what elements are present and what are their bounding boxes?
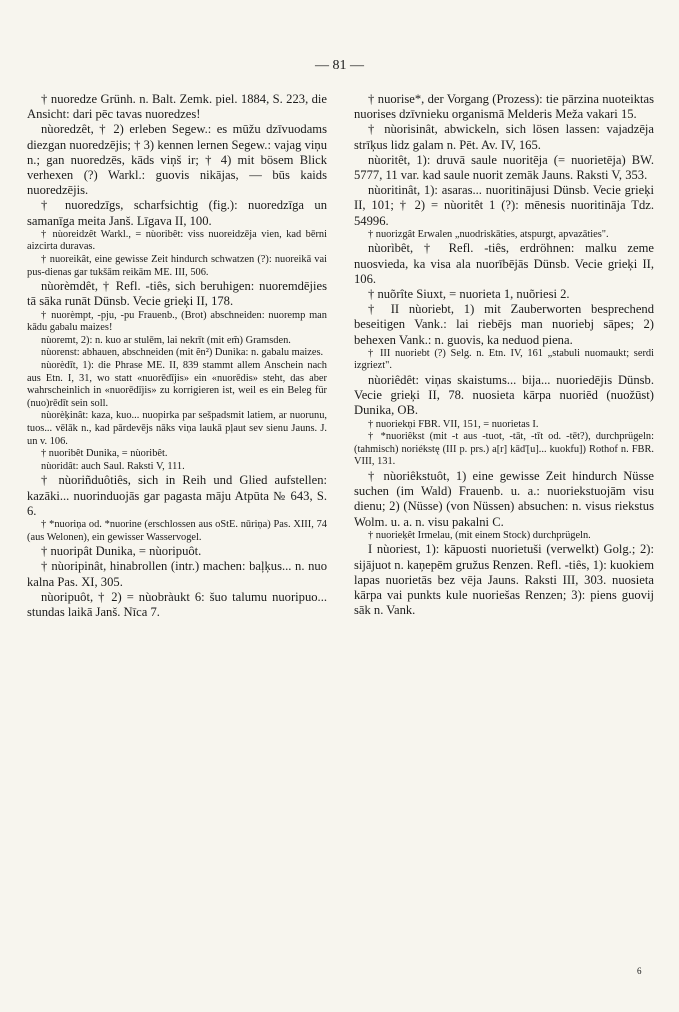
dictionary-entry: nùoritinât, 1): asaras... nuoritinājusi Dünsb. Vecie grieķi II, 101; † 2) = nùoritêt 1 (?): mēnesis nuoritināja Tdz. 54996. bbox=[354, 183, 654, 228]
dictionary-entry: † *nuoriêkst (mit -t aus -tuot, -tāt, -tīt od. -tēt?), durchprügeln: (tahmisch) noriékstę (III p. prs.) a[r] kāď[u]... kuokfu]) Rothof n. FBR. VIII, 131. bbox=[354, 431, 654, 468]
dictionary-entry: nùorèķinât: kaza, kuo... nuopirka par sešpadsmit latiem, ar nuorunu, tuos... vēlāk n., kad pārdevējs nāks viņa laukā pļaut sev sienu Jauns. J. un v. 106. bbox=[27, 410, 327, 447]
dictionary-entry: † nuõrîte Siuxt, = nuorieta 1, nuõriesi 2. bbox=[368, 287, 570, 302]
left-column bbox=[27, 92, 327, 620]
dictionary-entry: nùorìbêt, † Refl. -tiês, erdröhnen: malku zeme nuosvieda, ka visa ala nuorībējās Dünsb. Vecie grieķi II, 106. bbox=[354, 241, 654, 286]
dictionary-entry: † III nuoriebt (?) Selg. n. Etn. IV, 161 „stabuli nuomaukt; serdi izgriezt". bbox=[354, 347, 654, 372]
dictionary-entry: † nuoredzīgs, scharfsichtig (fig.): nuoredzīga un samanīga meita Janš. Līgava II, 100. bbox=[27, 198, 327, 228]
dictionary-entry: † nùoriñduôtiês, sich in Reih und Glied aufstellen: kazāki... nuorinduojās gar pagasta māju Atpūta № 643, S. 6. bbox=[27, 473, 327, 518]
dictionary-entry: † nuorizgât Erwalen „nuodriskāties, atspurgt, apvazāties". bbox=[368, 228, 609, 240]
dictionary-entry: nùoridât: auch Saul. Raksti V, 111. bbox=[41, 460, 185, 472]
dictionary-entry: † nuoredze Grünh. n. Balt. Zemk. piel. 1884, S. 223, die Ansicht: dari pēc tavas nuoredzes! bbox=[27, 92, 327, 122]
dictionary-entry: nùoritêt, 1): druvā saule nuoritēja (= nuorietēja) BW. 5777, 11 var. kad saule nuorit zemāk Jauns. Raksti V, 353. bbox=[354, 152, 654, 183]
dictionary-entry: † nùoriêkstuôt, 1) eine gewisse Zeit hindurch Nüsse suchen (im Wald) Frauenb. u. a.: nuoriekstuojām visu dienu; 2) (Nüsse) (von Nüssen) absuchen: n. visus riekstus Wolm. u. a. n. visu pakalni C. bbox=[354, 469, 654, 529]
dictionary-entry: nùoriêdêt: viņas skaistums... bija... nuoriedējis Dünsb. Vecie grieķi II, 78. nuosieta kārpa nuoriēd (nuožūst) Dunika, OB. bbox=[354, 373, 654, 418]
dictionary-entry: nùoripuôt, † 2) = nùobràukt 6: šuo talumu nuoripuo... stundas laikā Janš. Nīca 7. bbox=[27, 589, 327, 619]
dictionary-entry: † nuorèmpt, -pju, -pu Frauenb., (Brot) abschneiden: nuoremp man kādu gabalu maizes! bbox=[27, 309, 327, 334]
dictionary-entry: † nuoriekņi FBR. VII, 151, = nuorietas I. bbox=[368, 418, 539, 430]
dictionary-entry: † nùoreidzêt Warkl., = nùoribêt: viss nuoreidzēja vien, kad bērni aizcirta duravas. bbox=[27, 228, 327, 253]
dictionary-entry: nùorenst: abhauen, abschneiden (mit ẽn²) Dunika: n. gabalu maizes. bbox=[41, 347, 324, 359]
dictionary-entry: † nuoribêt Dunika, = nùoribêt. bbox=[41, 448, 168, 460]
dictionary-entry: † II nùoriebt, 1) mit Zauberworten besprechend beseitigen Vank.: lai riebējs man nuoriebj sāpes; 2) behexen Vank.: n. guovis, ka neduod piena. bbox=[354, 302, 654, 347]
dictionary-entry: I nùoriest, 1): kāpuosti nuorietuši (verwelkt) Golg.; 2): sijājuot n. kaņepēm gružus Renzen. Refl. -tiês, 1): kuokiem lapas nuorietās bez vēja Jauns. Raksti III, 303. nuosieta kārpa vai punkts kule nuoriešas Renzen; 3): piens guovij sāk n. Vank. bbox=[354, 542, 654, 618]
right-column bbox=[354, 92, 654, 618]
dictionary-entry: † nùorisinât, abwickeln, sich lösen lassen: vajadzēja strīķus lidz galam n. Pēt. Av. IV, 165. bbox=[354, 122, 654, 152]
dictionary-entry: † nuoreikât, eine gewisse Zeit hindurch schwatzen (?): nuoreikā vai pus-dienas gar tukšām reikām ME. III, 506. bbox=[27, 254, 327, 278]
dictionary-entry: † nuorieķêt Irmelau, (mit einem Stock) durchprügeln. bbox=[368, 529, 591, 541]
printer-signature: 6 bbox=[637, 966, 642, 976]
dictionary-entry: nùoredzêt, † 2) erleben Segew.: es mūžu dzīvuodams diezgan nuoredzējis; † 3) kennen lernen Segew.: vajag viņu n.; gan nuoredzēs, kāds viņš ir; † 4) mit bösem Blick verhexen (?) Warkl.: guovis nikājas, — būs kaids nuoredzējis. bbox=[27, 122, 327, 198]
dictionary-entry: † *nuoriņa od. *nuorine (erschlossen aus oStE. nūriņa) Pas. XIII, 74 (aus Welonen), ein gewisser Wasservogel. bbox=[27, 518, 327, 543]
dictionary-entry: nùoremt, 2): n. kuo ar stulēm, lai nekrīt (mit em̃) Gramsden. bbox=[41, 334, 291, 346]
dictionary-entry: † nuorise*, der Vorgang (Prozess): tie pārzina nuoteiktas nuorises dzīvnieku organismā Melderis Meža vakari 15. bbox=[354, 92, 654, 122]
dictionary-entry: nùorèmdêt, † Refl. -tiês, sich beruhigen: nuoremdējies tā sāka runāt Dünsb. Vecie grieķi II, 178. bbox=[27, 279, 327, 309]
dictionary-entry: † nùoripinât, hinabrollen (intr.) machen: baļķus... n. nuo kalna Pas. XI, 305. bbox=[27, 559, 327, 589]
dictionary-entry: nùorèdīt, 1): die Phrase ME. II, 839 stammt allem Anschein nach aus Etn. I, 31, wo statt «nuorēdījis» ein «nuorēdis» steht, das aber wahrscheinlich in «nuorēdījis» zu korrigieren ist, weil es ein Beleg für (nuo)rēdīt sein soll. bbox=[27, 359, 327, 409]
page-number: — 81 — bbox=[315, 58, 364, 73]
dictionary-entry: † nuoripât Dunika, = nùoripuôt. bbox=[41, 544, 202, 559]
